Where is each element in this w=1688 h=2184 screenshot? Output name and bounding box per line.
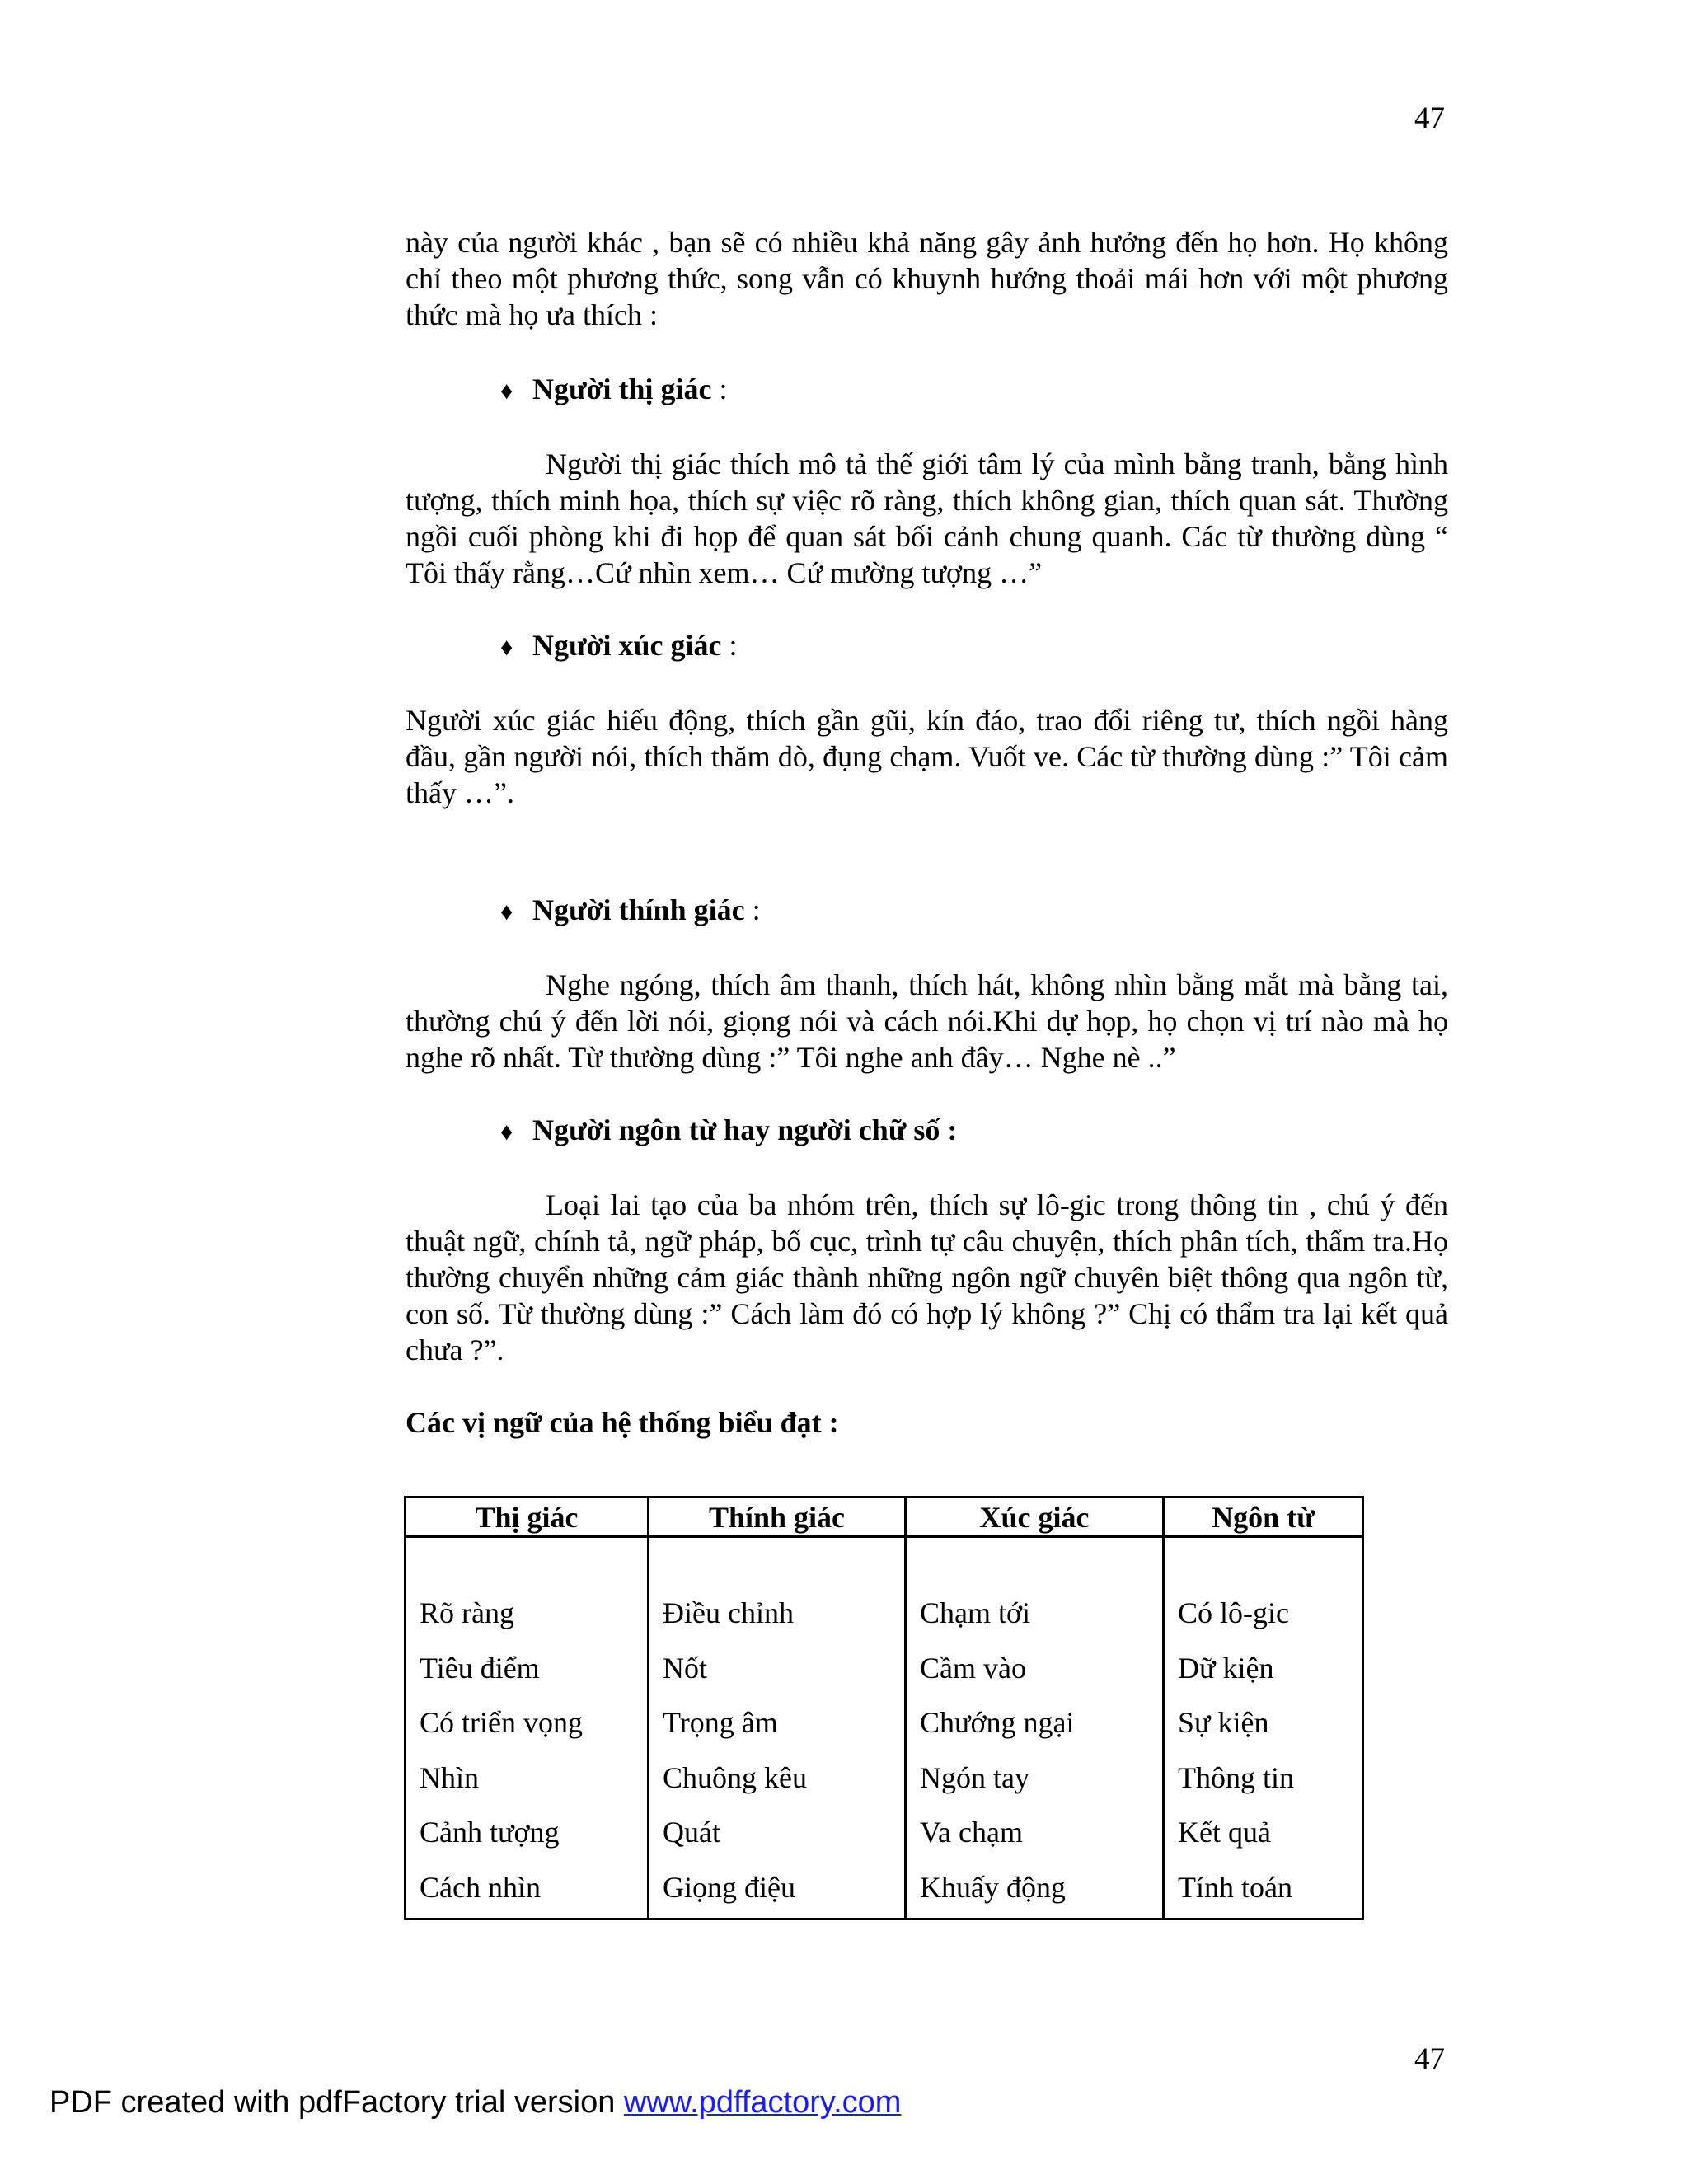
table-body-row [406, 1538, 1362, 1918]
table-cell: Có triển vọng [420, 1706, 583, 1739]
table-header-tactile: Xúc giác [907, 1498, 1165, 1535]
table-title: Các vị ngữ của hệ thống biểu đạt : [406, 1406, 839, 1439]
table-cell: Cầm vào [920, 1651, 1026, 1685]
table-column-visual [406, 1538, 649, 1918]
heading-colon: : [744, 893, 761, 926]
heading-auditory [406, 892, 1448, 930]
heading-auditory-label: Người thính giác [532, 893, 745, 926]
footer-link[interactable]: www.pdffactory.com [623, 2085, 902, 2120]
table-cell: Rõ ràng [420, 1596, 514, 1629]
heading-tactile-label: Người xúc giác [532, 629, 722, 662]
table-cell: Thông tin [1178, 1760, 1294, 1794]
table-cell: Điều chỉnh [663, 1596, 794, 1629]
heading-verbal [406, 1112, 1448, 1151]
table-cell: Trọng âm [663, 1706, 778, 1739]
heading-tactile [406, 627, 1448, 666]
verbal-paragraph: Loại lai tạo của ba nhóm trên, thích sự lô-gic trong thông tin , chú ý đến thuật ngữ, chính tả, ngữ pháp, bố cục, trình tự câu chuyện, thích phân tích, thẩm tra.Họ thường chuyển những cảm giác thành những ngôn ngữ chuyên biệt thông qua ngôn từ, con số. Từ thường dùng :” Cách làm đó có hợp lý không ?” Chị có thẩm tra lại kết quả chưa ?”. [406, 1188, 1448, 1366]
table-header-verbal: Ngôn từ [1212, 1501, 1315, 1534]
diamond-bullet-icon: ♦ [500, 898, 513, 926]
table-cell: Giọng điệu [663, 1870, 795, 1904]
visual-paragraph: Người thị giác thích mô tả thế giới tâm lý của mình bằng tranh, bằng hình tượng, thích minh họa, thích sự việc rõ ràng, thích không gian, thích quan sát. Thường ngồi cuối phòng khi đi họp để quan sát bối cảnh chung quanh. Các từ thường dùng “ Tôi thấy rằng…Cứ nhìn xem… Cứ mường tượng …” [406, 448, 1448, 589]
table-header-auditory: Thính giác [649, 1498, 907, 1535]
table-column-verbal [1165, 1538, 1362, 1918]
heading-colon: : [721, 629, 738, 662]
tactile-paragraph: Người xúc giác hiếu động, thích gần gũi, kín đáo, trao đổi riêng tư, thích ngồi hàng đầu, gần người nói, thích thăm dò, đụng chạm. Vuốt ve. Các từ thường dùng :” Tôi cảm thấy …”. [406, 704, 1448, 809]
table-cell: Sự kiện [1178, 1706, 1269, 1739]
document-body [406, 224, 1448, 1441]
diamond-bullet-icon: ♦ [500, 377, 513, 405]
footer-text: PDF created with pdfFactory trial version [49, 2085, 624, 2120]
heading-visual [406, 371, 1448, 410]
table-cell: Nhìn [420, 1760, 479, 1794]
page-number-bottom: 47 [1414, 2042, 1445, 2076]
heading-colon: : [711, 373, 728, 405]
heading-verbal-label: Người ngôn từ hay người chữ số : [532, 1113, 958, 1146]
table-cell: Kết quả [1178, 1816, 1271, 1849]
page-number-top: 47 [1414, 101, 1445, 135]
table-cell: Cách nhìn [420, 1870, 541, 1904]
pdf-footer [49, 2085, 901, 2121]
table-cell: Ngón tay [920, 1760, 1029, 1794]
table-cell: Khuấy động [920, 1870, 1066, 1904]
table-cell: Cảnh tượng [420, 1816, 560, 1849]
table-cell: Va chạm [920, 1816, 1023, 1849]
table-cell: Quát [663, 1816, 720, 1849]
table-column-auditory [649, 1538, 907, 1918]
table-column-tactile [907, 1538, 1165, 1918]
diamond-bullet-icon: ♦ [500, 634, 513, 661]
diamond-bullet-icon: ♦ [500, 1118, 513, 1146]
table-cell: Chuông kêu [663, 1760, 807, 1794]
table-cell: Dữ kiện [1178, 1651, 1274, 1685]
table-cell: Tiêu điểm [420, 1651, 540, 1685]
heading-visual-label: Người thị giác [532, 373, 712, 405]
intro-paragraph: này của người khác , bạn sẽ có nhiều khả năng gây ảnh hưởng đến họ hơn. Họ không chỉ theo một phương thức, song vẫn có khuynh hướng thoải mái hơn với một phương thức mà họ ưa thích : [406, 226, 1448, 331]
representational-predicates-table [404, 1496, 1364, 1920]
table-cell: Có lô-gic [1178, 1596, 1289, 1629]
auditory-paragraph: Nghe ngóng, thích âm thanh, thích hát, không nhìn bằng mắt mà bằng tai, thường chú ý đến lời nói, giọng nói và cách nói.Khi dự họp, họ chọn vị trí nào mà họ nghe rõ nhất. Từ thường dùng :” Tôi nghe anh đây… Nghe nè ..” [406, 968, 1448, 1074]
table-header-visual: Thị giác [406, 1498, 649, 1535]
table-header-row [406, 1498, 1362, 1538]
table-cell: Chướng ngại [920, 1706, 1075, 1739]
table-cell: Chạm tới [920, 1596, 1031, 1629]
table-cell: Nốt [663, 1651, 707, 1685]
table-cell: Tính toán [1178, 1870, 1292, 1904]
